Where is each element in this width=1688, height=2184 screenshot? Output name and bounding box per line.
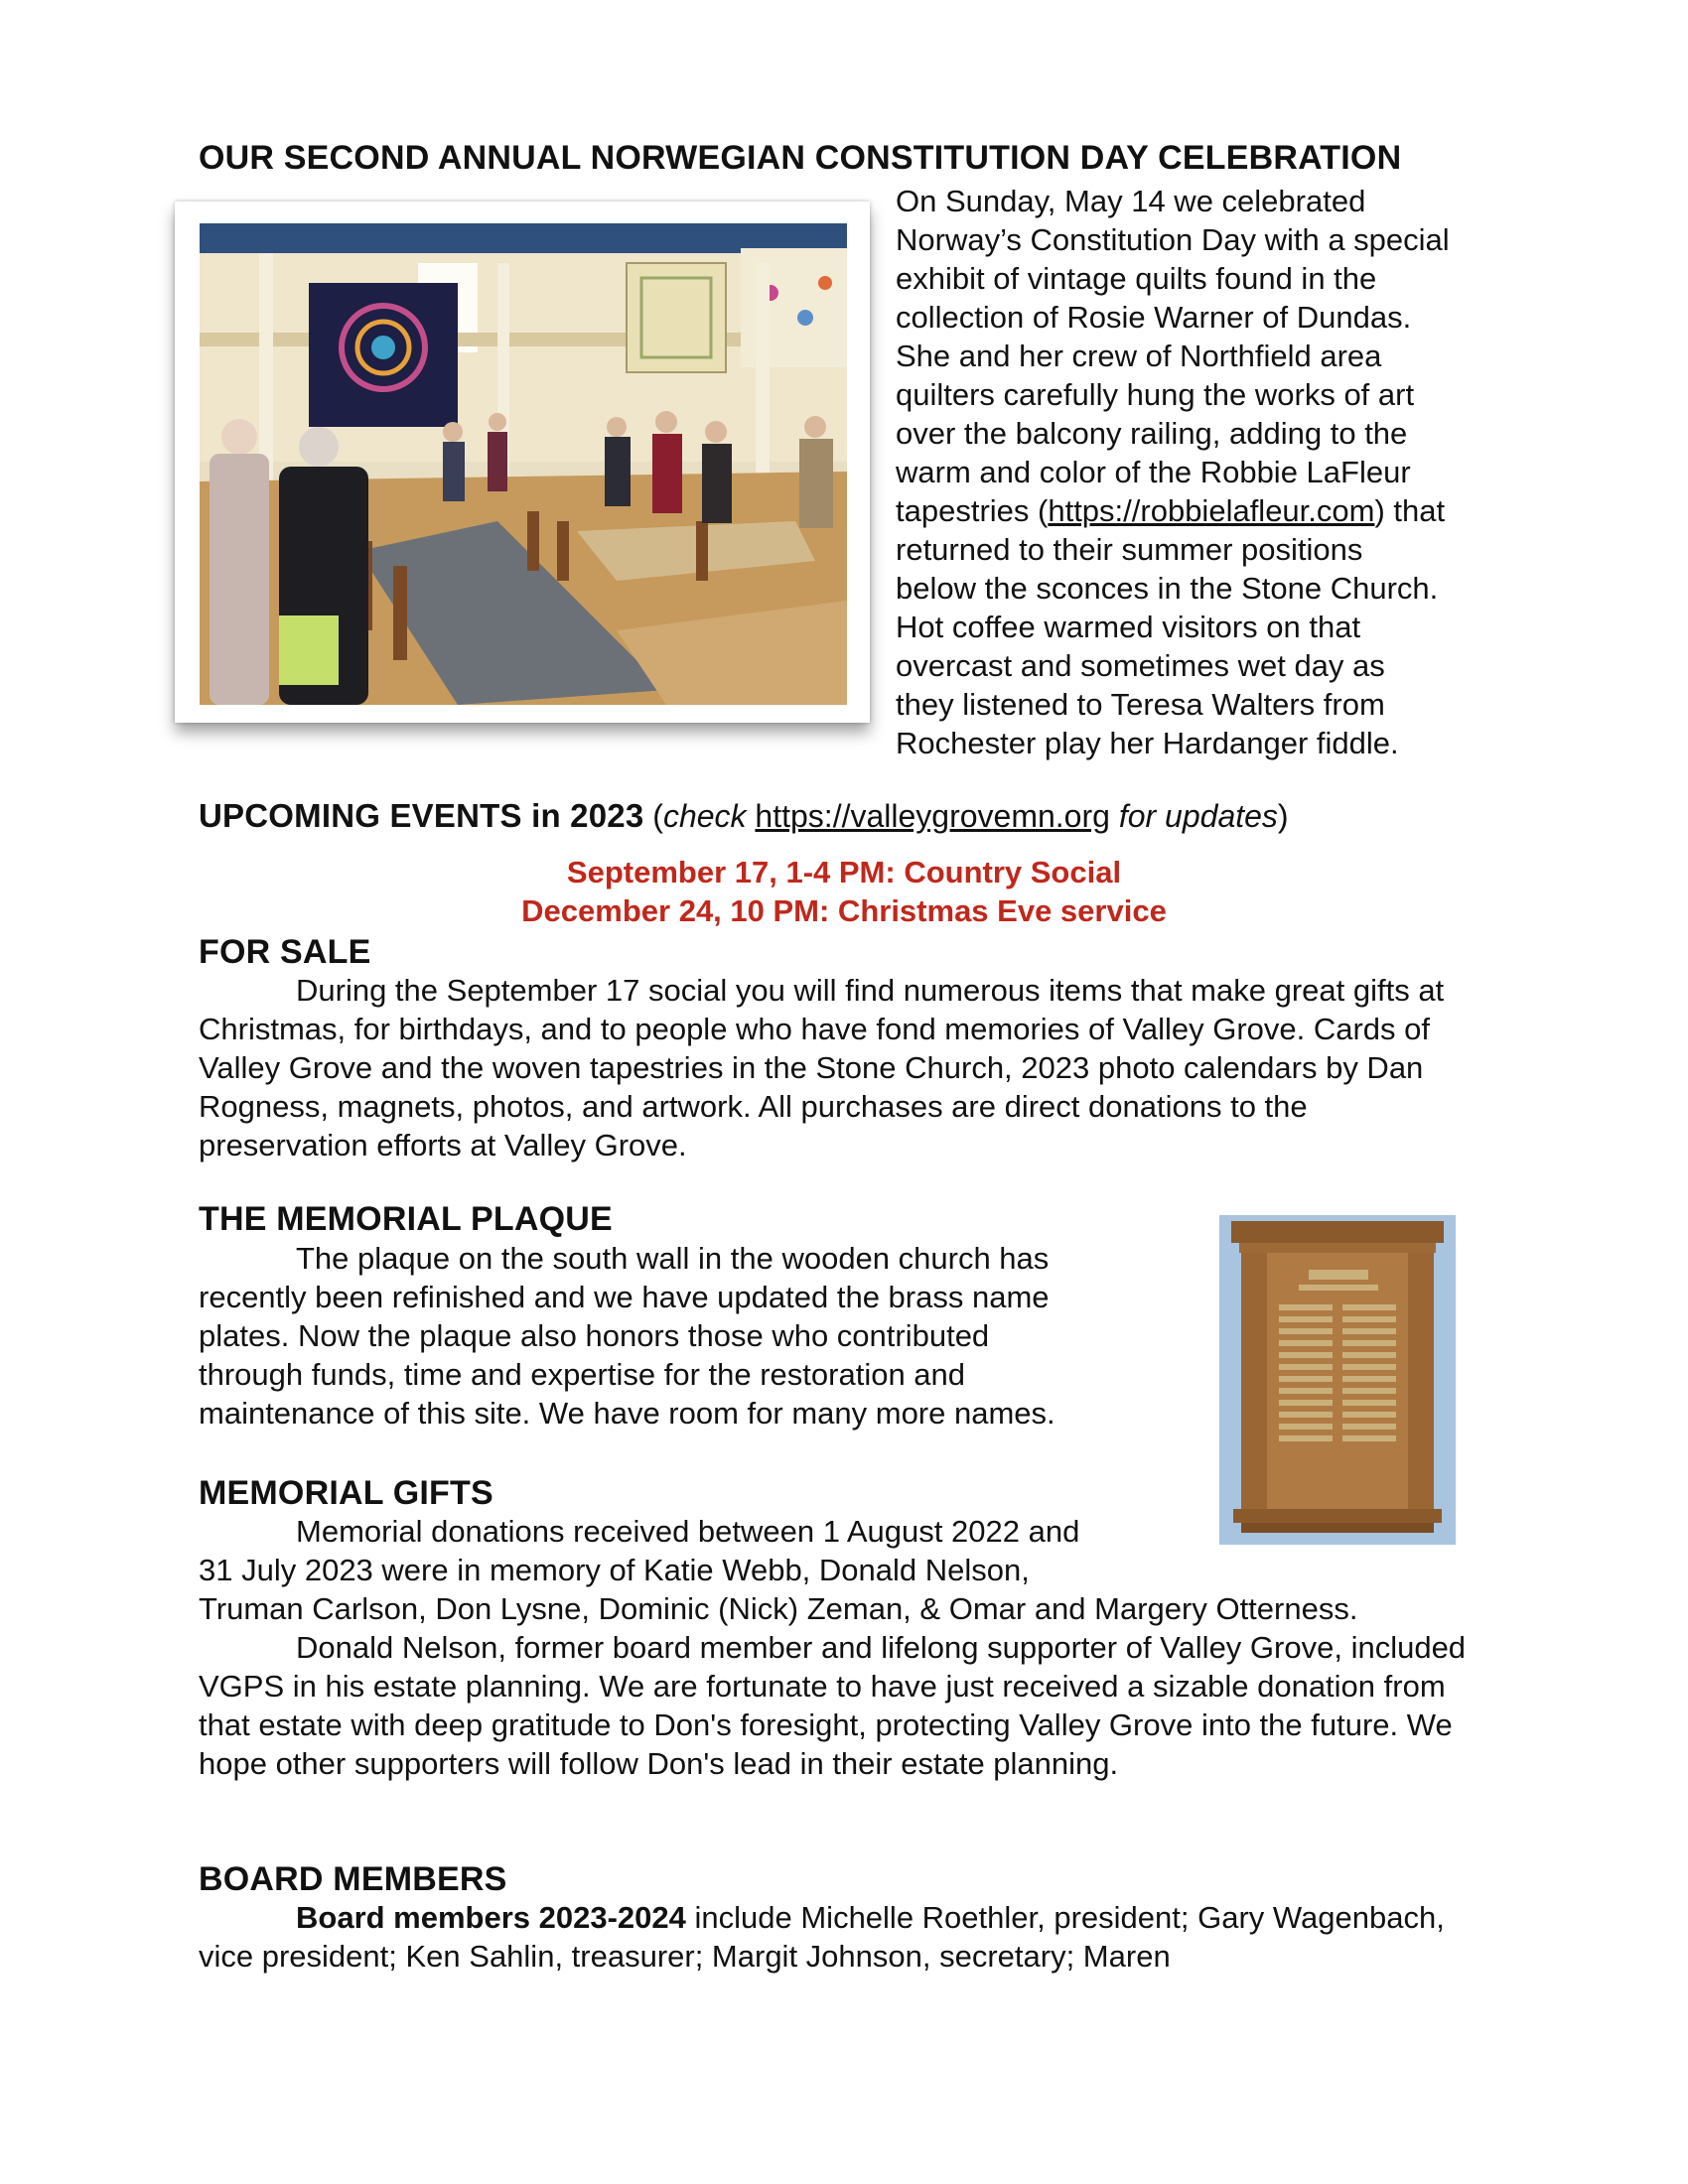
board-paragraph — [199, 1898, 1470, 1976]
constitution-line-9 — [896, 491, 1450, 530]
upcoming-heading-row — [199, 797, 1289, 835]
constitution-line-14: they listened to Teresa Walters from — [896, 687, 1385, 722]
upcoming-for-updates: for updates — [1118, 798, 1278, 834]
constitution-line-8: warm and color of the Robbie LaFleur — [896, 455, 1411, 489]
tapestries-suffix: ) that — [1374, 493, 1446, 528]
church-interior-image — [200, 223, 847, 705]
upcoming-paren-close: ) — [1277, 798, 1289, 834]
church-interior-photo — [175, 202, 870, 723]
memorial-line-2: 31 July 2023 were in memory of Katie Webb, Donald Nelson, — [199, 1553, 1030, 1587]
tapestries-prefix: tapestries ( — [896, 493, 1049, 528]
constitution-line-4: collection of Rosie Warner of Dundas. — [896, 300, 1412, 335]
board-text: include Michelle Roethler, president; Gary Wagenbach, vice president; Ken Sahlin, treasurer; Margit Johnson, secretary; Maren — [199, 1900, 1445, 1974]
for-sale-heading: FOR SALE — [199, 933, 371, 971]
for-sale-body — [199, 971, 1479, 1164]
memorial-plaque-image — [1219, 1215, 1456, 1545]
constitution-line-7: over the balcony railing, adding to the — [896, 416, 1408, 451]
plaque-body — [199, 1239, 1055, 1433]
plaque-heading: THE MEMORIAL PLAQUE — [199, 1200, 613, 1238]
memorial-body — [199, 1512, 1489, 1783]
plaque-line-2: recently been refinished and we have updated the brass name — [199, 1280, 1050, 1314]
plaque-line-4: through funds, time and expertise for the restoration and — [199, 1357, 966, 1392]
robbielafleur-link[interactable]: https://robbielafleur.com — [1048, 493, 1375, 528]
memorial-line-3: Truman Carlson, Don Lysne, Dominic (Nick) Zeman, & Omar and Margery Otterness. — [199, 1591, 1358, 1626]
for-sale-paragraph: During the September 17 social you will find numerous items that make great gifts at Christmas, for birthdays, and to people who have fond memories of Valley Grove. Cards of Valley Grove and the woven tapestries in the Stone Church, 2023 photo calendars by Dan Rogness, magnets, photos, and artwork. All purchases are direct donations to the preservation efforts at Valley Grove. — [199, 973, 1445, 1162]
constitution-heading: OUR SECOND ANNUAL NORWEGIAN CONSTITUTION DAY CELEBRATION — [199, 139, 1402, 177]
board-bold-lead: Board members 2023-2024 — [296, 1900, 686, 1935]
constitution-line-13: overcast and sometimes wet day as — [896, 648, 1385, 683]
upcoming-paren-open: ( — [643, 798, 663, 834]
event-1: September 17, 1-4 PM: Country Social — [566, 855, 1122, 889]
memorial-paragraph-2: Donald Nelson, former board member and lifelong supporter of Valley Grove, included VGPS in his estate planning. We are fortunate to have just received a sizable donation from that estate with deep gratitude to Don's foresight, protecting Valley Grove into the future. We hope other supporters will follow Don's lead in their estate planning. — [199, 1630, 1467, 1781]
board-body — [199, 1898, 1470, 1976]
constitution-line-12: Hot coffee warmed visitors on that — [896, 610, 1361, 644]
memorial-plaque-photo — [1219, 1215, 1456, 1545]
plaque-line-5: maintenance of this site. We have room for many more names. — [199, 1396, 1055, 1431]
constitution-line-1: On Sunday, May 14 we celebrated — [896, 184, 1366, 218]
upcoming-heading: UPCOMING EVENTS in 2023 — [199, 797, 644, 834]
constitution-line-10: returned to their summer positions — [896, 532, 1363, 567]
memorial-heading: MEMORIAL GIFTS — [199, 1474, 493, 1512]
constitution-line-11: below the sconces in the Stone Church. — [896, 571, 1439, 606]
upcoming-check: check — [662, 798, 747, 834]
constitution-line-5: She and her crew of Northfield area — [896, 339, 1382, 373]
constitution-line-6: quilters carefully hung the works of art — [896, 377, 1415, 412]
memorial-line-1: Memorial donations received between 1 August 2022 and — [296, 1514, 1080, 1549]
board-heading: BOARD MEMBERS — [199, 1860, 507, 1898]
constitution-line-2: Norway’s Constitution Day with a special — [896, 222, 1450, 257]
plaque-line-1: The plaque on the south wall in the wooden church has — [296, 1241, 1050, 1276]
constitution-text — [896, 182, 1450, 762]
constitution-line-15: Rochester play her Hardanger fiddle. — [896, 726, 1399, 760]
event-2: December 24, 10 PM: Christmas Eve service — [521, 893, 1167, 928]
plaque-line-3: plates. Now the plaque also honors those who contributed — [199, 1318, 990, 1353]
valleygrove-link[interactable]: https://valleygrovemn.org — [755, 798, 1110, 834]
constitution-line-3: exhibit of vintage quilts found in the — [896, 261, 1377, 296]
